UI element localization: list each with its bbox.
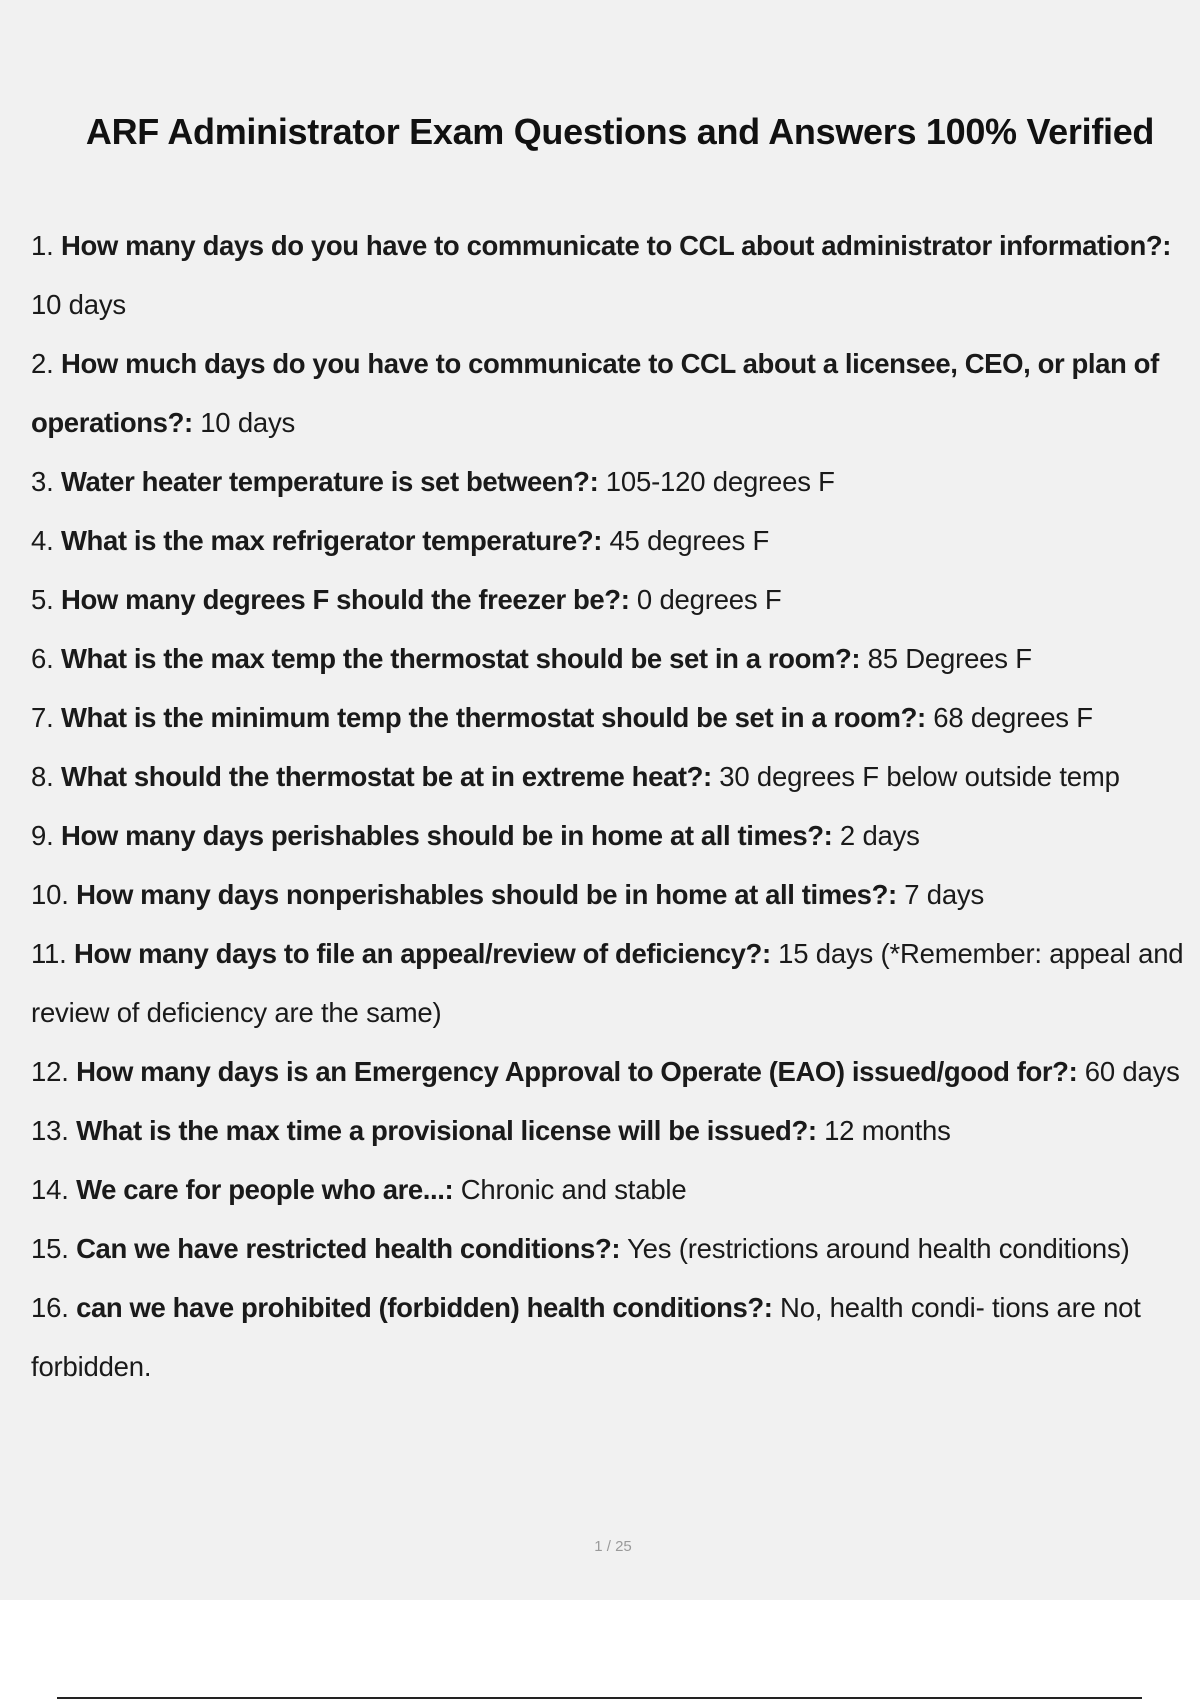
qa-number: 16. [31,1292,69,1323]
qa-question: How many days do you have to communicate to CCL about administrator information?: [61,230,1171,261]
qa-item-1 [31,216,1191,334]
document-title: ARF Administrator Exam Questions and Answers 100% Verified [85,111,1155,152]
qa-item-12 [31,1042,1191,1101]
qa-question: Water heater temperature is set between?: [61,466,599,497]
qa-item-7 [31,688,1191,747]
qa-item-3 [31,452,1191,511]
qa-answer: 68 degrees F [933,702,1093,733]
qa-answer: Yes (restrictions around health conditions) [627,1233,1130,1264]
qa-answer: 85 Degrees F [867,643,1032,674]
qa-item-4 [31,511,1191,570]
qa-number: 14. [31,1174,69,1205]
qa-number: 11. [31,938,67,969]
qa-question: What is the minimum temp the thermostat should be set in a room?: [61,702,926,733]
qa-item-6 [31,629,1191,688]
qa-question: How many days is an Emergency Approval to Operate (EAO) issued/good for?: [76,1056,1078,1087]
qa-number: 13. [31,1115,69,1146]
qa-question: can we have prohibited (forbidden) health conditions?: [76,1292,773,1323]
qa-answer: 10 days [31,289,126,320]
qa-number: 15. [31,1233,69,1264]
qa-question: How many days nonperishables should be in home at all times?: [76,879,897,910]
qa-answer: 15 days (*Remember: appeal and review of deficiency are the same) [31,938,1184,1028]
qa-question: How many days perishables should be in home at all times?: [61,820,833,851]
next-page-divider [57,1697,1142,1699]
qa-question: What is the max temp the thermostat should be set in a room?: [61,643,861,674]
qa-answer: 105-120 degrees F [605,466,835,497]
qa-number: 1. [31,230,54,261]
qa-question: How many days to file an appeal/review of deficiency?: [74,938,771,969]
qa-answer: 7 days [904,879,985,910]
qa-number: 5. [31,584,54,615]
qa-answer: 10 days [200,407,296,438]
qa-question: Can we have restricted health conditions?: [76,1233,621,1264]
qa-answer: 2 days [839,820,920,851]
qa-item-14 [31,1160,1191,1219]
qa-item-2 [31,334,1191,452]
qa-number: 12. [31,1056,69,1087]
qa-number: 7. [31,702,54,733]
qa-number: 8. [31,761,54,792]
qa-answer: 30 degrees F below outside temp [719,761,1120,792]
qa-list [31,216,1191,1396]
qa-item-16 [31,1278,1191,1396]
qa-item-13 [31,1101,1191,1160]
qa-item-8 [31,747,1191,806]
qa-answer: 60 days [1084,1056,1180,1087]
qa-item-11 [31,924,1191,1042]
qa-answer: Chronic and stable [460,1174,687,1205]
qa-question: We care for people who are...: [76,1174,454,1205]
qa-item-10 [31,865,1191,924]
qa-question: What should the thermostat be at in extreme heat?: [61,761,712,792]
qa-number: 4. [31,525,54,556]
qa-answer: 12 months [824,1115,951,1146]
qa-answer: 45 degrees F [609,525,770,556]
qa-answer: No, health condi- tions are not forbidden. [31,1292,1141,1382]
qa-number: 10. [31,879,69,910]
qa-answer: 0 degrees F [636,584,782,615]
qa-item-5 [31,570,1191,629]
qa-question: How many degrees F should the freezer be?: [61,584,630,615]
page-number: 1 / 25 [594,1538,632,1555]
qa-number: 9. [31,820,54,851]
qa-question: How much days do you have to communicate to CCL about a licensee, CEO, or plan of operations?: [31,348,1159,438]
qa-item-15 [31,1219,1191,1278]
qa-number: 3. [31,466,54,497]
qa-number: 6. [31,643,54,674]
qa-question: What is the max refrigerator temperature?: [61,525,602,556]
qa-number: 2. [31,348,54,379]
qa-item-9 [31,806,1191,865]
qa-question: What is the max time a provisional license will be issued?: [76,1115,817,1146]
